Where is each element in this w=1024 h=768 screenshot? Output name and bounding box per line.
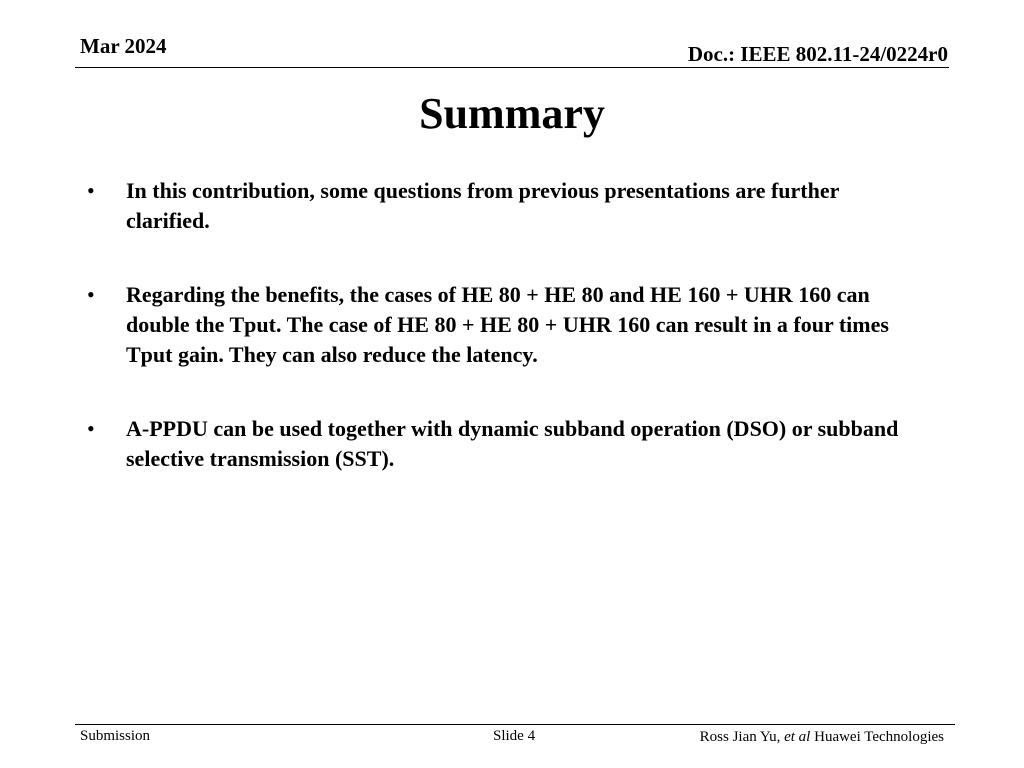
footer-et-al: et al bbox=[784, 729, 811, 745]
footer-slide-number: Slide 4 bbox=[493, 728, 536, 744]
header-doc-id: Doc.: IEEE 802.11-24/0224r0 bbox=[687, 42, 948, 66]
bullet-text: In this contribution, some questions from previous presentations are further clarified. bbox=[126, 178, 840, 233]
bullet-mark: • bbox=[87, 282, 95, 307]
slide-title: Summary bbox=[419, 89, 605, 138]
header-rule bbox=[75, 67, 949, 68]
bullet-text: Regarding the benefits, the cases of HE 80 + HE 80 and HE 160 + UHR 160 can double the Tput. The case of HE 80 + HE 80 + UHR 160 can result in a four times Tput gain. They can also reduce the latency. bbox=[126, 282, 889, 367]
bullet-mark: • bbox=[87, 416, 95, 441]
header-date: Mar 2024 bbox=[80, 34, 167, 58]
footer-author bbox=[700, 730, 944, 745]
bullet-item bbox=[0, 280, 916, 370]
footer-author-name: Ross Jian Yu, bbox=[699, 729, 781, 745]
footer-organization: Huawei Technologies bbox=[814, 729, 944, 745]
bullet-text: A-PPDU can be used together with dynamic subband operation (DSO) or subband selective transmission (SST). bbox=[126, 416, 899, 471]
bullet-list bbox=[0, 176, 1024, 518]
bullet-item bbox=[0, 176, 916, 236]
bullet-mark: • bbox=[87, 178, 95, 203]
footer-submission: Submission bbox=[80, 728, 151, 744]
bullet-item bbox=[0, 414, 916, 474]
footer-rule bbox=[75, 724, 955, 725]
